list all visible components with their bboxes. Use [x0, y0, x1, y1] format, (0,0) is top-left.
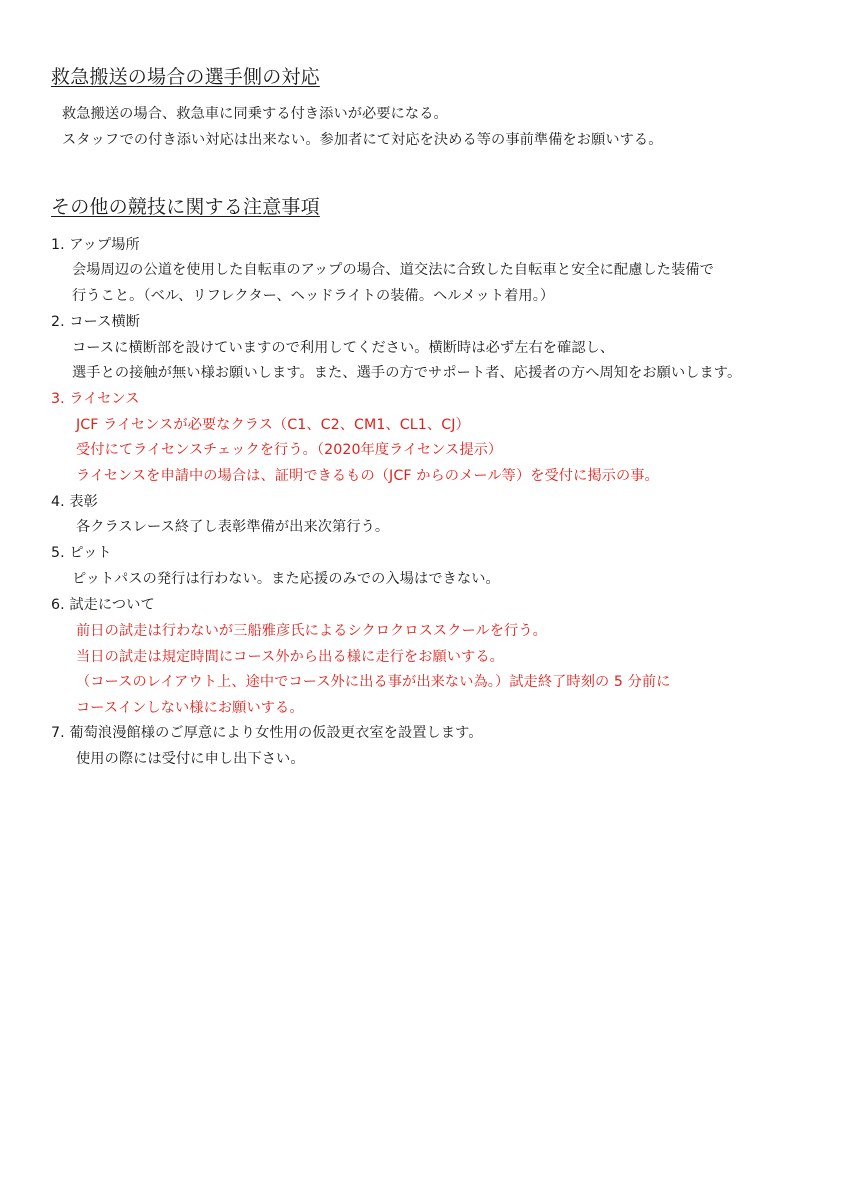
item-5-heading: 5. ピット — [51, 545, 112, 561]
item-7-heading: 7. 葡萄浪漫館様のご厚意により女性用の仮設更衣室を設置します。 — [51, 725, 483, 741]
item-7-body-1: 使用の際には受付に申し出下さい。 — [76, 751, 305, 767]
item-3-body-2: 受付にてライセンスチェックを行う。（2020年度ライセンス提示） — [76, 442, 503, 458]
item-3-body-3: ライセンスを申請中の場合は、証明できるもの（JCF からのメール等）を受付に掲示の事。 — [76, 468, 659, 484]
item-1-body-1: 会場周辺の公道を使用した自転車のアップの場合、道交法に合致した自転車と安全に配慮した装備で — [72, 262, 714, 278]
emergency-line-1: 救急搬送の場合、救急車に同乗する付き添いが必要になる。 — [62, 106, 448, 122]
section-emergency-title: 救急搬送の場合の選手側の対応 — [51, 66, 320, 88]
item-4-body-1: 各クラスレース終了し表彰準備が出来次第行う。 — [76, 519, 390, 535]
item-4-heading: 4. 表彰 — [51, 494, 98, 510]
section-notes-title: その他の競技に関する注意事項 — [51, 196, 320, 218]
item-3-body-1: JCF ライセンスが必要なクラス（C1、C2、CM1、CL1、CJ） — [76, 417, 470, 433]
item-6-body-1: 前日の試走は行わないが三船雅彦氏によるシクロクロススクールを行う。 — [76, 623, 547, 639]
item-3-heading: 3. ライセンス — [51, 391, 140, 407]
item-6-heading: 6. 試走について — [51, 597, 155, 613]
item-1-body-2: 行うこと。（ベル、リフレクター、ヘッドライトの装備。ヘルメット着用。） — [72, 288, 555, 304]
item-2-body-1: コースに横断部を設けていますので利用してください。横断時は必ず左右を確認し、 — [72, 340, 615, 356]
item-6-body-2: 当日の試走は規定時間にコース外から出る様に走行をお願いする。 — [76, 649, 504, 665]
item-6-body-4: コースインしない様にお願いする。 — [76, 700, 304, 716]
item-2-heading: 2. コース横断 — [51, 314, 141, 330]
item-1-heading: 1. アップ場所 — [51, 237, 140, 253]
item-6-body-3: （コースのレイアウト上、途中でコース外に出る事が出来ない為。）試走終了時刻の 5 分前に — [76, 674, 671, 690]
item-5-body-1: ピットパスの発行は行わない。また応援のみでの入場はできない。 — [72, 571, 500, 587]
item-2-body-2: 選手との接触が無い様お願いします。また、選手の方でサポート者、応援者の方へ周知をお願いします。 — [72, 365, 742, 381]
emergency-line-2: スタッフでの付き添い対応は出来ない。参加者にて対応を決める等の事前準備をお願いする。 — [62, 132, 663, 148]
